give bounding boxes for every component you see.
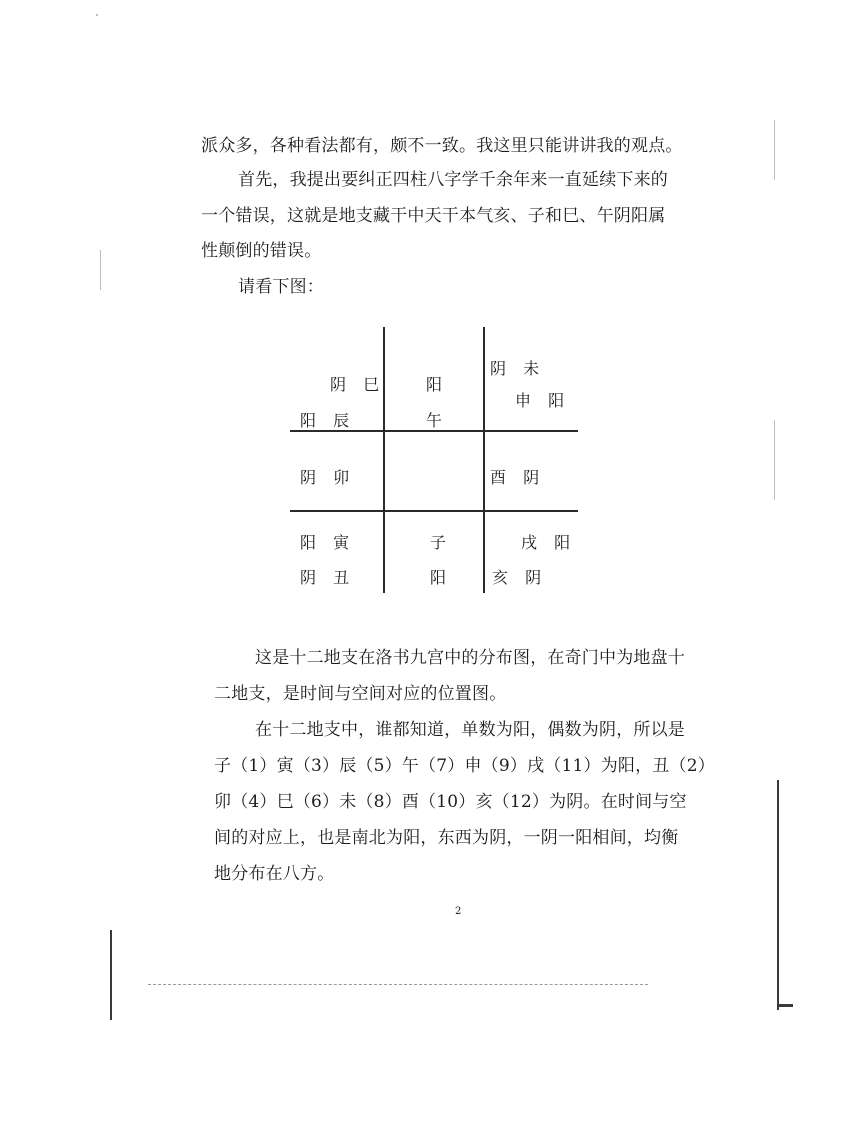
cell-bot-right-b: 亥 阴 (492, 568, 548, 587)
cell-top-right-a: 阴 未 (490, 359, 546, 378)
diagram-vline-right (483, 327, 485, 593)
diagram-hline-bottom (290, 510, 578, 512)
scan-speck (100, 250, 101, 290)
text-line: 地分布在八方。 (214, 864, 335, 884)
text-line: 这是十二地支在洛书九宫中的分布图，在奇门中为地盘十 (255, 648, 685, 668)
diagram-vline-left (383, 327, 385, 593)
scan-right-corner (777, 1004, 793, 1007)
cell-top-mid-b: 午 (426, 411, 449, 430)
text-line: 一个错误，这就是地支藏干中天干本气亥、子和巳、午阴阳属 (201, 206, 666, 226)
scan-speck (96, 14, 98, 16)
cell-bot-mid-b: 阳 (430, 568, 453, 587)
text-line: 请看下图： (238, 277, 324, 297)
cell-mid-left: 阴 卯 (300, 468, 356, 487)
text-line: 二地支，是时间与空间对应的位置图。 (214, 684, 507, 704)
cell-top-right-b: 申 阳 (515, 391, 571, 410)
page-number: 2 (455, 906, 462, 917)
cell-bot-left-a: 阳 寅 (300, 533, 356, 552)
text-line: 派众多，各种看法都有，颇不一致。我这里只能讲讲我的观点。 (201, 136, 683, 156)
cell-top-mid-a: 阳 (426, 375, 449, 394)
text-line: 性颠倒的错误。 (201, 241, 322, 261)
cell-bot-left-b: 阴 丑 (300, 568, 356, 587)
text-line: 首先，我提出要纠正四柱八字学千余年来一直延续下来的 (238, 170, 668, 190)
cell-top-left-a: 阴 巳 (330, 375, 386, 394)
cell-bot-right-a: 戌 阳 (521, 533, 577, 552)
scan-left-edge (110, 930, 112, 1020)
scan-speck (774, 420, 775, 500)
scan-speck (774, 120, 775, 180)
cell-bot-mid-a: 子 (430, 533, 453, 552)
cell-mid-right: 酉 阴 (490, 468, 546, 487)
scan-dashed-line (148, 984, 648, 985)
text-line: 卯（4）巳（6）未（8）酉（10）亥（12）为阴。在时间与空 (214, 792, 687, 812)
text-line: 子（1）寅（3）辰（5）午（7）申（9）戌（11）为阳，丑（2） (214, 756, 715, 776)
scan-right-edge (777, 780, 779, 1010)
cell-top-left-b: 阳 辰 (300, 411, 356, 430)
text-line: 间的对应上，也是南北为阳，东西为阴，一阴一阳相间，均衡 (214, 828, 679, 848)
text-line: 在十二地支中，谁都知道，单数为阳，偶数为阴，所以是 (255, 720, 685, 740)
